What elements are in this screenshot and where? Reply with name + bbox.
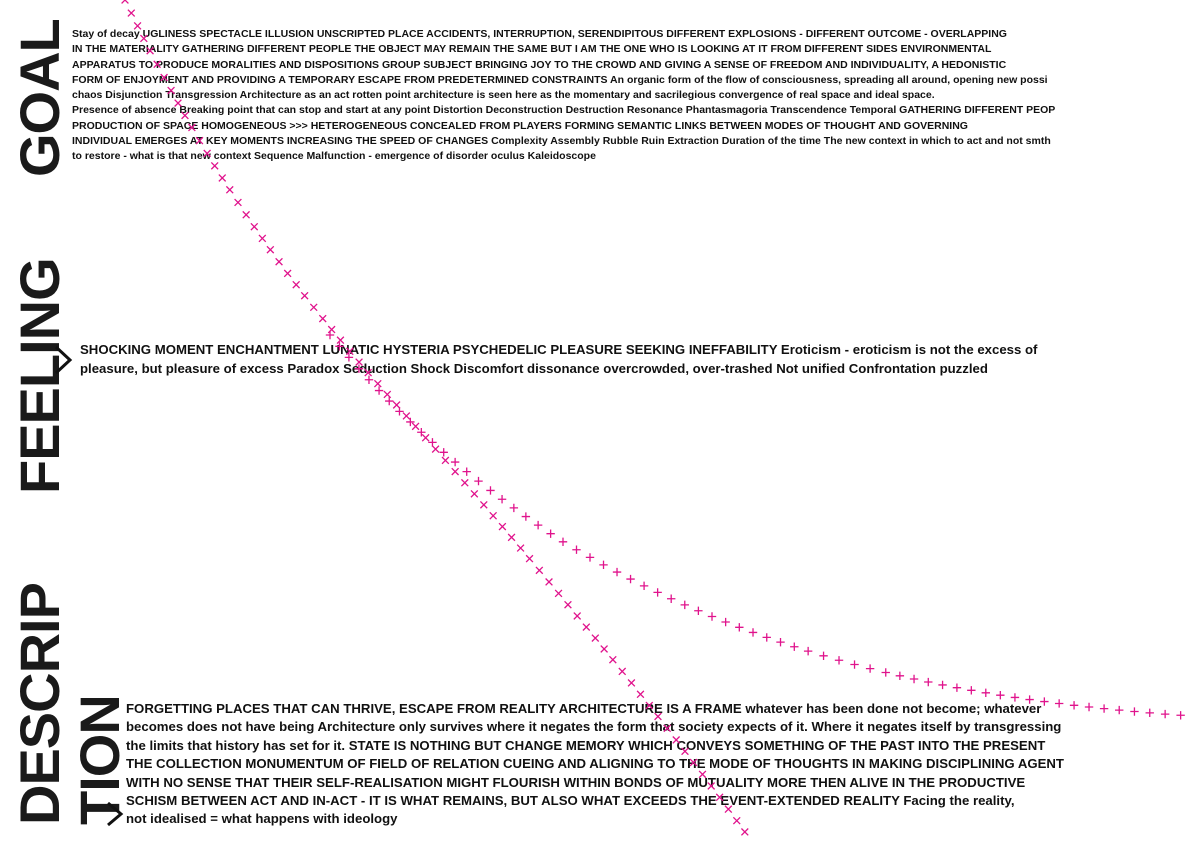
- cross-mark: [882, 668, 890, 676]
- cross-mark: [601, 646, 608, 653]
- cross-mark: [375, 386, 383, 394]
- cross-mark: [440, 448, 448, 456]
- chevron-right-icon: [104, 800, 128, 828]
- cross-mark: [122, 0, 129, 3]
- cross-mark: [681, 601, 689, 609]
- cross-mark: [259, 235, 266, 242]
- cross-mark: [574, 613, 581, 620]
- cross-mark: [626, 575, 634, 583]
- cross-mark: [310, 304, 317, 311]
- cross-mark: [219, 175, 226, 182]
- cross-mark: [546, 579, 553, 586]
- cross-mark: [910, 675, 918, 683]
- cross-mark: [555, 590, 562, 597]
- cross-mark: [374, 380, 381, 387]
- cross-mark: [749, 628, 757, 636]
- cross-mark: [301, 292, 308, 299]
- cross-mark: [508, 534, 515, 541]
- cross-mark: [428, 438, 436, 446]
- cross-mark: [517, 545, 524, 552]
- description-line: not idealised = what happens with ideology: [126, 811, 398, 827]
- cross-mark: [235, 199, 242, 206]
- cross-mark: [267, 246, 274, 253]
- goal-line: APPARATUS TO PRODUCE MORALITIES AND DISPOSITIONS GROUP SUBJECT BRINGING JOY TO THE CROWD AND GIVING A SENSE OF FREEDOM AND INDIVIDUALITY, A HEDONISTIC: [72, 58, 1007, 71]
- cross-mark: [463, 467, 471, 475]
- cross-mark: [395, 407, 403, 415]
- cross-mark: [293, 281, 300, 288]
- cross-mark: [432, 446, 439, 453]
- goal-line: to restore - what is that new context Sequence Malfunction - emergence of disorder oculus Kaleidoscope: [72, 150, 596, 163]
- cross-mark: [451, 458, 459, 466]
- cross-mark: [384, 391, 391, 398]
- cross-mark: [850, 660, 858, 668]
- cross-mark: [835, 656, 843, 664]
- cross-mark: [790, 643, 798, 651]
- description-line: FORGETTING PLACES THAT CAN THRIVE, ESCAPE FROM REALITY ARCHITECTURE IS A FRAME whatever has been done not become; whatever: [126, 701, 1042, 716]
- cross-mark: [417, 428, 425, 436]
- cross-mark: [609, 656, 616, 663]
- cross-mark: [637, 691, 644, 698]
- cross-mark: [967, 686, 975, 694]
- goal-line: PRODUCTION OF SPACE HOMOGENEOUS >>> HETEROGENEOUS CONCEALED FROM PLAYERS FORMING SEMANTIC LINKS BETWEEN MODES OF THOUGHT AND GOVERNING: [72, 119, 968, 132]
- chevron-right-icon: [52, 344, 76, 376]
- cross-mark: [536, 567, 543, 574]
- goal-line: IN THE MATERIALITY GATHERING DIFFERENT PEOPLE THE OBJECT MAY REMAIN THE SAME BUT I AM THE ONE WHO IS LOOKING AT IT FROM DIFFERENT SIDES ENVIRONMENTAL: [72, 43, 992, 56]
- cross-mark: [526, 555, 533, 562]
- goal-line: INDIVIDUAL EMERGES AT KEY MOMENTS INCREASING THE SPEED OF CHANGES Complexity Assembly Rubble Ruin Extraction Duration of the time The new context in which to act and not smth: [72, 135, 1051, 148]
- cross-mark: [546, 529, 554, 537]
- feeling-line: SHOCKING MOMENT ENCHANTMENT LUNATIC HYSTERIA PSYCHEDELIC PLEASURE SEEKING INEFFABILITY Eroticism - eroticism is not the excess of: [80, 342, 1038, 357]
- cross-mark: [583, 624, 590, 631]
- cross-mark: [613, 568, 621, 576]
- cross-mark: [534, 521, 542, 529]
- cross-mark: [953, 683, 961, 691]
- description-line: SCHISM BETWEEN ACT AND IN-ACT - IT IS WHAT REMAINS, BUT ALSO WHAT EXCEEDS THE EVENT-EXTENDED REALITY Facing the reality,: [126, 793, 1015, 809]
- cross-mark: [422, 434, 429, 441]
- cross-mark: [474, 477, 482, 485]
- cross-mark: [996, 691, 1004, 699]
- description-heading-part1: DESCRIP: [8, 583, 71, 825]
- cross-mark: [565, 601, 572, 608]
- cross-mark: [819, 652, 827, 660]
- cross-mark: [653, 588, 661, 596]
- cross-mark: [452, 468, 459, 475]
- cross-mark: [776, 638, 784, 646]
- cross-mark: [586, 553, 594, 561]
- cross-mark: [251, 223, 258, 230]
- feeling-text-block: [80, 341, 1180, 378]
- description-line: THE COLLECTION MONUMENTUM OF FIELD OF RELATION CUEING AND ALIGNING TO THE MODE OF THOUGHTS IN MAKING DISCIPLINING AGENT: [126, 756, 1064, 772]
- cross-mark: [486, 486, 494, 494]
- goal-line: chaos Disjunction Transgression Architecture as an act rotten point architecture is seen here as the momentary and sacrilegious convergence of real space and ideal space.: [72, 89, 935, 102]
- cross-mark: [628, 680, 635, 687]
- cross-mark: [499, 523, 506, 530]
- cross-mark: [640, 582, 648, 590]
- cross-mark: [498, 495, 506, 503]
- cross-mark: [619, 668, 626, 675]
- cross-mark: [471, 490, 478, 497]
- cross-mark: [490, 512, 497, 519]
- goal-heading: GOAL: [8, 19, 71, 177]
- cross-mark: [708, 612, 716, 620]
- cross-mark: [667, 595, 675, 603]
- cross-mark: [522, 512, 530, 520]
- cross-mark: [559, 538, 567, 546]
- description-line: WITH NO SENSE THAT THEIR SELF-REALISATION MIGHT FLOURISH WITHIN BONDS OF MUTUALITY MORE THEN ALIVE IN THE PRODUCTIVE: [126, 774, 1026, 790]
- cross-mark: [393, 402, 400, 409]
- goal-line: Stay of decay UGLINESS SPECTACLE ILLUSION UNSCRIPTED PLACE ACCIDENTS, INTERRUPTION, SERENDIPITOUS DIFFERENT EXPLOSIONS - DIFFERENT OUTCOME - OVERLAPPING: [72, 28, 1007, 40]
- cross-mark: [385, 397, 393, 405]
- cross-mark: [326, 331, 334, 339]
- description-text-block: [126, 700, 1191, 829]
- cross-mark: [592, 635, 599, 642]
- cross-mark: [328, 326, 335, 333]
- cross-mark: [866, 664, 874, 672]
- cross-mark: [938, 681, 946, 689]
- cross-mark: [735, 623, 743, 631]
- cross-mark: [284, 270, 291, 277]
- cross-mark: [412, 423, 419, 430]
- cross-mark: [276, 258, 283, 265]
- cross-mark: [480, 501, 487, 508]
- cross-mark: [510, 504, 518, 512]
- description-heading-part2: TION: [68, 695, 131, 825]
- cross-mark: [694, 607, 702, 615]
- cross-curve-shallow: [326, 331, 1185, 720]
- description-line: becomes does not have being Architecture only survives where it negates the form that society expects of it. Where it negates itself by transgressing: [126, 719, 1062, 735]
- description-line: the limits that history has set for it. STATE IS NOTHING BUT CHANGE MEMORY WHICH CONVEYS SOMETHING OF THE PAST INTO THE PRESENT: [126, 737, 1046, 753]
- cross-mark: [243, 211, 250, 218]
- cross-mark: [442, 457, 449, 464]
- cross-mark: [461, 479, 468, 486]
- cross-mark: [982, 689, 990, 697]
- cross-mark: [804, 647, 812, 655]
- cross-mark: [319, 315, 326, 322]
- goal-line: FORM OF ENJOYMENT AND PROVIDING A TEMPORARY ESCAPE FROM PREDETERMINED CONSTRAINTS An organic form of the flow of consciousness, spreading all around, opening new possi: [72, 73, 1048, 86]
- cross-mark: [599, 561, 607, 569]
- cross-mark: [896, 672, 904, 680]
- cross-mark: [721, 618, 729, 626]
- goal-line: Presence of absence Breaking point that can stop and start at any point Distortion Deconstruction Destruction Resonance Phantasmagoria Transcendence Temporal GATHERING DIFFERENT PEOP: [72, 104, 1056, 117]
- cross-mark: [406, 418, 414, 426]
- goal-text-block: [72, 27, 1191, 165]
- feeling-line: pleasure, but pleasure of excess Paradox Seduction Shock Discomfort dissonance overcrowded, over-trashed Not unified Confrontation puzzled: [80, 360, 988, 376]
- cross-mark: [924, 678, 932, 686]
- cross-mark: [763, 633, 771, 641]
- cross-mark: [741, 829, 748, 836]
- feeling-heading: FEELING: [8, 258, 71, 494]
- cross-mark: [226, 186, 233, 193]
- cross-mark: [403, 413, 410, 420]
- cross-mark: [572, 546, 580, 554]
- cross-mark: [128, 10, 135, 17]
